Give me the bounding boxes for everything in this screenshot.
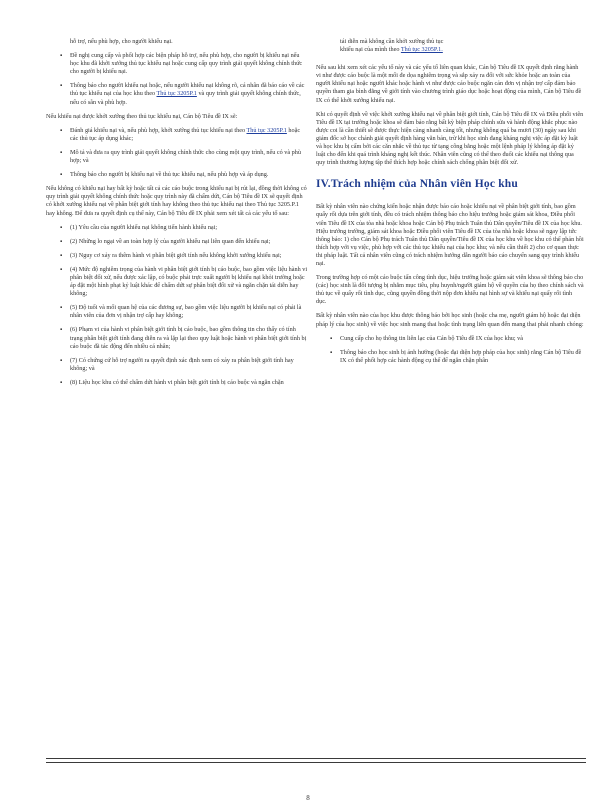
procedure-link[interactable]: Thủ tục 3205P.1 — [156, 90, 197, 98]
paragraph: Trong trường hợp có một cáo buộc tấn công tình dục, hiệu trưởng hoặc giám sát viên khoa sẽ thông báo cho (các) học sinh là đối tượng bị nhắm mục tiêu, phụ huynh/người giám hộ về quyền của họ theo chính sách và thủ tục về quấy rối tình dục, cũng quyền đồng thời nộp đơn khiếu nại hình sự và khiếu nại quấy rối tình dục. — [316, 274, 584, 306]
factor-item: ▪ (6) Phạm vi của hành vi phân biệt giới tính bị cáo buộc, bao gồm thông tin cho thấy có tính trạng phân biệt giới tính đang diễn ra và lặp lại theo quy luật hoặc hành vi phân biệt giới tính bị cáo buộc đã tác động đến nhiều cá nhân; — [60, 326, 307, 350]
bullet-icon: ▪ — [60, 223, 63, 231]
procedure-link[interactable]: Thủ tục 3205P.1 — [246, 126, 287, 134]
bullet-icon: ▪ — [60, 326, 63, 334]
section-heading: IV.Trách nhiệm của Nhân viên Học khu — [316, 178, 518, 191]
bullet-icon: ▪ — [60, 378, 63, 386]
list-item: ▪ Thông báo cho người bị khiếu nại về thủ tục khiếu nại, nếu phù hợp và áp dụng. — [60, 171, 269, 179]
paragraph: Khi có quyết định về việc khởi xướng khiếu nại về phân biệt giới tính, Cán bộ Tiêu đề IX và Điều phối viên Tiêu đề IX tại trường hoặc khoa sẽ đảm bảo rằng bất kỳ biện pháp chính sửa và hành động khắc phục nào được coi là cần thiết sẽ được thực hiện càng nhanh càng tốt, nhưng không quá ba mươi (30) ngày sau khi giám đốc sở học chánh giải quyết định hàng văn bản, trừ khi học sinh đang kháng nghị việc áp đặt kỷ luật và học khu bị cấm bởi các căn nhắc về thủ tục từ tạng công bằng hoặc một lệnh pháp lý không áp đặt kỷ luật cho đến khi quá trình kháng nghị kết thúc. Nhân viên cũng có thể theo đuổi các khiếu nại thông qua quy trình thương lượng tập thể thích hợp hoặc chính sách chống phân biệt đối xử. — [316, 110, 584, 167]
bullet-icon: ▪ — [60, 265, 63, 273]
footer-rule — [46, 762, 586, 763]
bullet-icon: ▪ — [330, 348, 333, 356]
right-top-line: tái diễn mà không cần khởi xướng thủ tục — [340, 38, 444, 45]
paragraph: Nếu khiếu nại được khởi xướng theo thủ tục khiếu nại, Cán bộ Tiêu đề IX sẽ: — [46, 112, 238, 120]
bullet-icon: ▪ — [60, 356, 63, 364]
factor-item: ▪ (7) Có chứng cứ hỗ trợ người ra quyết định xác định xem có xảy ra phân biệt giới tính hay không; và — [60, 356, 294, 372]
paragraph: Bất kỳ nhân viên nào chứng kiến hoặc nhận được báo cáo hoặc khiếu nại về phân biệt giới tính, bao gồm quấy rối dựa trên giới tính, đều có trách nhiệm thông báo cho hiệu trưởng hoặc giám sát khoa, Điều phối viên Tiêu đề IX của tòa nhà hoặc khoa hoặc Cán bộ Phụ trách Tuân thủ Dân quyền/Tiêu đề IX của học khu. Hiệu trưởng trường, giám sát khoa hoặc Điều phối viên Tiêu đề IX của tòa nhà hoặc khoa sẽ ngay lập tức thông báo: 1) cho Cán bộ Phụ trách Tuân thủ Dân quyền/Tiêu đề IX của học khu về học khu có thể phản hồi thích hợp với vụ việc, phù hợp với các thủ tục khiếu nại của học khu; và nếu cần thiết 2) cho cơ quan thực thi pháp luật. Tất cả nhân viên cũng có trách nhiệm hướng dẫn người báo cáo chuyển sang quy trình khiếu nại. — [316, 203, 584, 267]
list-item: ▪ Đánh giá khiếu nại và, nếu phù hợp, khởi xướng thủ tục khiếu nại theo Thủ tục 3205P.1 hoặc các thủ tục áp dụng khác; — [60, 126, 301, 142]
bullet-icon: ▪ — [60, 82, 63, 90]
factor-item: ▪ (3) Nguy cơ xảy ra thêm hành vi phân biệt giới tính nếu không khởi xướng khiếu nại; — [60, 251, 282, 259]
bullet-icon: ▪ — [60, 126, 63, 134]
paragraph: Bất kỳ nhân viên nào của học khu được thông báo bởi học sinh (hoặc cha mẹ, người giám hộ hoặc đại diện pháp lý của học sinh) về việc học sinh mang thai hoặc tình trạng liên quan đến mang thai phải nhanh chóng: — [316, 312, 584, 328]
footer-rule — [46, 758, 586, 759]
list-item: ▪ Cung cấp cho họ thông tin liên lạc của Cán bộ Tiêu đề IX của học khu; và — [330, 334, 524, 342]
left-top-line: hỗ trợ, nếu phù hợp, cho người khiếu nại. — [70, 38, 173, 45]
list-item: ▪ Thông báo cho người khiếu nại hoặc, nếu người khiếu nại không rõ, cá nhân đã báo cáo về các thủ tục khiếu nại của học khu theo Thủ tục 3205P.1 và quy trình giải quyết không chính thức, nếu có sẵn và phù hợp. — [60, 82, 305, 106]
list-item: ▪ Mô tả và đưa ra quy trình giải quyết không chính thức cho cùng một quy trình, nếu có và phù hợp; và — [60, 148, 301, 165]
bullet-icon: ▪ — [60, 304, 63, 312]
factor-item: ▪ (1) Yêu cầu của người khiếu nại không tiến hành khiếu nại; — [60, 223, 218, 231]
paragraph: Nếu sau khi xem xét các yếu tố này và các yếu tố liên quan khác, Cán bộ Tiêu đề IX quyết định rằng hành vi như được cáo buộc là một mối đe dọa nghiêm trọng và sắp xảy ra đối với sức khỏe hoặc an toàn của người khiếu nại hoặc người khác hoặc hành vi như được cáo buộc ngăn cản đơn vị nhận trợ cấp đảm bảo quyền tham gia bình đẳng về giới tính vào chương trình giáo dục hoặc hoạt động của mình, Cán bộ Tiêu đề IX có thể khởi xướng khiếu nại. — [316, 64, 582, 104]
factor-item: ▪ (5) Độ tuổi và mối quan hệ của các đương sự, bao gồm việc liệu người bị khiếu nại có phải là nhân viên của đơn vị nhận trợ cấp hay không; — [60, 304, 302, 320]
page-number: 8 — [306, 794, 310, 802]
bullet-icon: ▪ — [60, 251, 63, 259]
list-item: ▪ Thông báo cho học sinh bị ảnh hưởng (hoặc đại diện hợp pháp của học sinh) rằng Cán bộ Tiêu đề IX có thể phối hợp các hành động cụ thể để ngăn chặn phân — [330, 348, 582, 364]
bullet-icon: ▪ — [60, 171, 63, 179]
left-column — [46, 38, 308, 393]
right-column — [316, 38, 584, 371]
bullet-icon: ▪ — [60, 148, 63, 156]
bullet-icon: ▪ — [60, 237, 63, 245]
right-top-line: khiếu nại của mình theo Thủ tục 3205P.1. — [340, 46, 443, 54]
factor-item: ▪ (4) Mức độ nghiêm trọng của hành vi phân biệt giới tính bị cáo buộc, bao gồm việc liệu hành vi phân biệt đối xử, nếu được xác lập, có buộc phải trực xuất người bị khiếu nại khỏi trường hoặc áp đặt một hình phạt kỷ luật khác để chấm dứt sự phân biệt đối xử và ngăn chặn tái diễn hay không; — [60, 265, 308, 298]
list-item: ▪ Đề nghị cung cấp và phối hợp các biện pháp hỗ trợ, nếu phù hợp, cho người bị khiếu nại nếu học khu đã khởi xướng thủ tục khiếu nại hoặc cung cấp quy trình giải quyết không chính thức cho người bị khiếu nại. — [60, 52, 303, 76]
procedure-link[interactable]: Thủ tục 3205P.1. — [400, 46, 443, 54]
factor-item: ▪ (8) Liệu học khu có thể chấm dứt hành vi phân biệt giới tính bị cáo buộc và ngăn chặn — [60, 378, 284, 386]
bullet-icon: ▪ — [60, 52, 63, 60]
bullet-icon: ▪ — [330, 334, 333, 342]
factor-item: ▪ (2) Những lo ngại về an toàn hợp lý của người khiếu nại liên quan đến khiếu nại; — [60, 237, 271, 245]
paragraph: Nếu không có khiếu nại hay bất kỳ hoặc tất cả các cáo buộc trong khiếu nại bị rút lại, đồng thời không có quy trình giải quyết không chính thức hoặc quy trình này đã chấm dứt, Cán bộ Tiêu đề IX sẽ quyết định có khởi xướng khiếu nại về phân biệt giới tính hay không theo thủ tục khiếu nại theo Thủ tục 3205.P.1 hay không. Để đưa ra quyết định cụ thể này, Cán bộ Tiêu đề IX phải xem xét tất cả các yếu tố sau: — [46, 185, 307, 217]
